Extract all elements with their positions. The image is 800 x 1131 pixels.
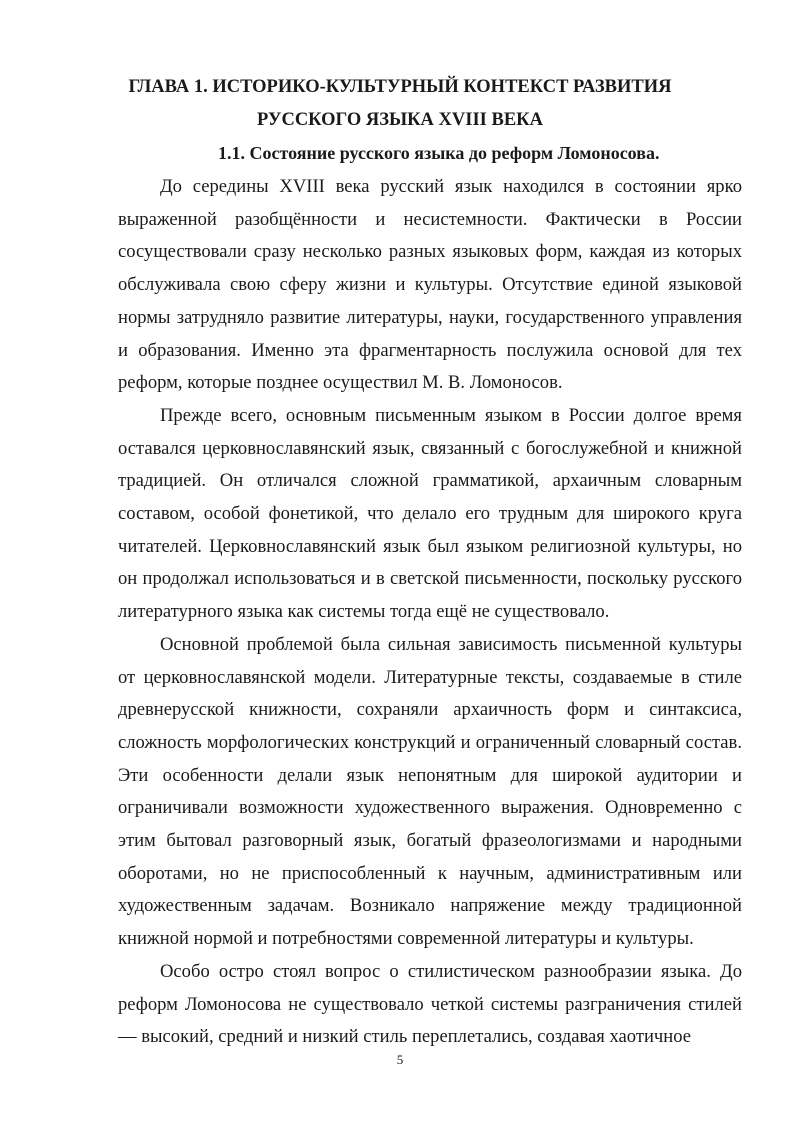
body-text xyxy=(118,171,742,1054)
paragraph: До середины XVIII века русский язык находился в состоянии ярко выраженной разобщённости и несистемности. Фактически в России сосуществовали сразу несколько разных языковых форм, каждая из которых обслуживала свою сферу жизни и культуры. Отсутствие единой языковой нормы затрудняло развитие литературы, науки, государственного управления и образования. Именно эта фрагментарность послужила основой для тех реформ, которые позднее осуществил М. В. Ломоносов. xyxy=(118,176,742,394)
chapter-title-line-2: РУССКОГО ЯЗЫКА XVIII ВЕКА xyxy=(257,110,543,130)
paragraph: Прежде всего, основным письменным языком в России долгое время оставался церковнославянский язык, связанный с богослужебной и книжной традицией. Он отличался сложной грамматикой, архаичным словарным составом, особой фонетикой, что делало его трудным для широкого круга читателей. Церковнославянский язык был языком религиозной культуры, но он продолжал использоваться и в светской письменности, поскольку русского литературного языка как системы тогда ещё не существовало. xyxy=(118,404,742,623)
paragraph: Особо остро стоял вопрос о стилистическом разнообразии языка. До реформ Ломоносова не существовало четкой системы разграничения стилей — высокий, средний и низкий стиль переплетались, создавая хаотичное xyxy=(118,960,742,1048)
section-title: 1.1. Состояние русского языка до реформ Ломоносова. xyxy=(218,143,660,163)
chapter-title-line-1: ГЛАВА 1. ИСТОРИКО-КУЛЬТУРНЫЙ КОНТЕКСТ РАЗВИТИЯ xyxy=(128,77,672,97)
paragraph: Основной проблемой была сильная зависимость письменной культуры от церковнославянской модели. Литературные тексты, создаваемые в стиле древнерусской книжности, сохраняли архаичность форм и синтаксиса, сложность морфологических конструкций и ограниченный словарный состав. Эти особенности делали язык непонятным для широкой аудитории и ограничивали возможности художественного выражения. Одновременно с этим бытовал разговорный язык, богатый фразеологизмами и народными оборотами, но не приспособленный к научным, административным или художественным задачам. Возникало напряжение между традиционной книжной нормой и потребностями современной литературы и культуры. xyxy=(118,633,742,950)
page-number: 5 xyxy=(396,1052,404,1067)
